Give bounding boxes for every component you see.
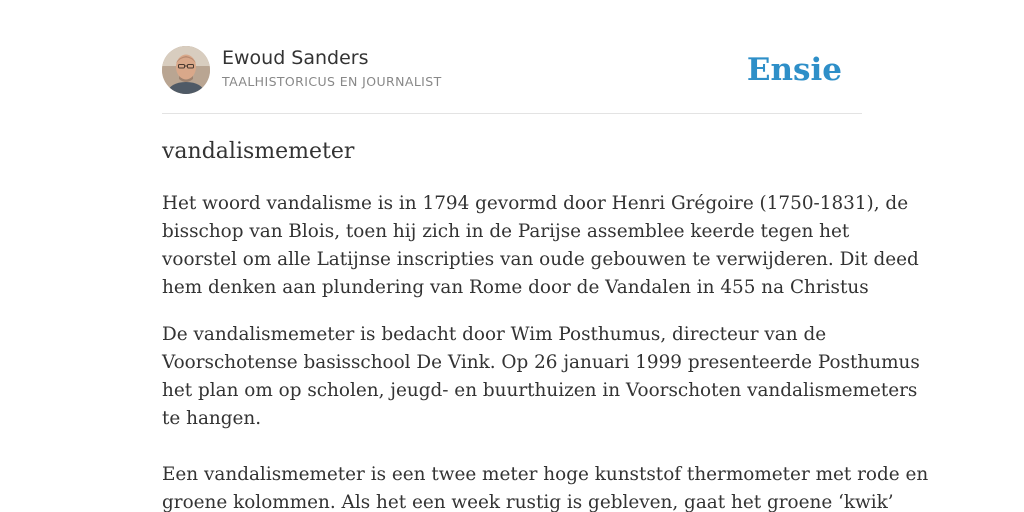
person-portrait-icon — [162, 46, 210, 94]
entry-paragraph — [162, 461, 928, 512]
entry-paragraph — [162, 321, 920, 433]
text-line: voorstel om alle Latijnse inscripties van oude gebouwen te verwijderen. Dit deed — [162, 249, 919, 270]
text-line: Voorschotense basisschool De Vink. Op 26 januari 1999 presenteerde Posthumus — [162, 352, 920, 373]
text-line: bisschop van Blois, toen hij zich in de Parijse assemblee keerde tegen het — [162, 221, 850, 242]
header-divider — [162, 113, 862, 114]
text-line: De vandalismemeter is bedacht door Wim Posthumus, directeur van de — [162, 324, 827, 345]
text-line: Het woord vandalisme is in 1794 gevormd door Henri Grégoire (1750-1831), de — [162, 193, 909, 214]
entry-title: vandalismemeter — [162, 139, 355, 164]
author-role: TAALHISTORICUS EN JOURNALIST — [222, 74, 442, 89]
author-header — [162, 46, 862, 96]
entry-paragraph — [162, 190, 919, 302]
text-line: groene kolommen. Als het een week rustig is gebleven, gaat het groene ‘kwik’ — [162, 492, 894, 512]
author-name[interactable]: Ewoud Sanders — [222, 47, 369, 69]
text-line: te hangen. — [162, 408, 262, 429]
text-line: Een vandalismemeter is een twee meter hoge kunststof thermometer met rode en — [162, 464, 929, 485]
ensie-logo-link[interactable]: Ensie — [746, 52, 842, 88]
author-avatar[interactable] — [162, 46, 210, 94]
text-line: hem denken aan plundering van Rome door de Vandalen in 455 na Christus — [162, 277, 869, 298]
text-line: het plan om op scholen, jeugd- en buurthuizen in Voorschoten vandalismemeters — [162, 380, 918, 401]
